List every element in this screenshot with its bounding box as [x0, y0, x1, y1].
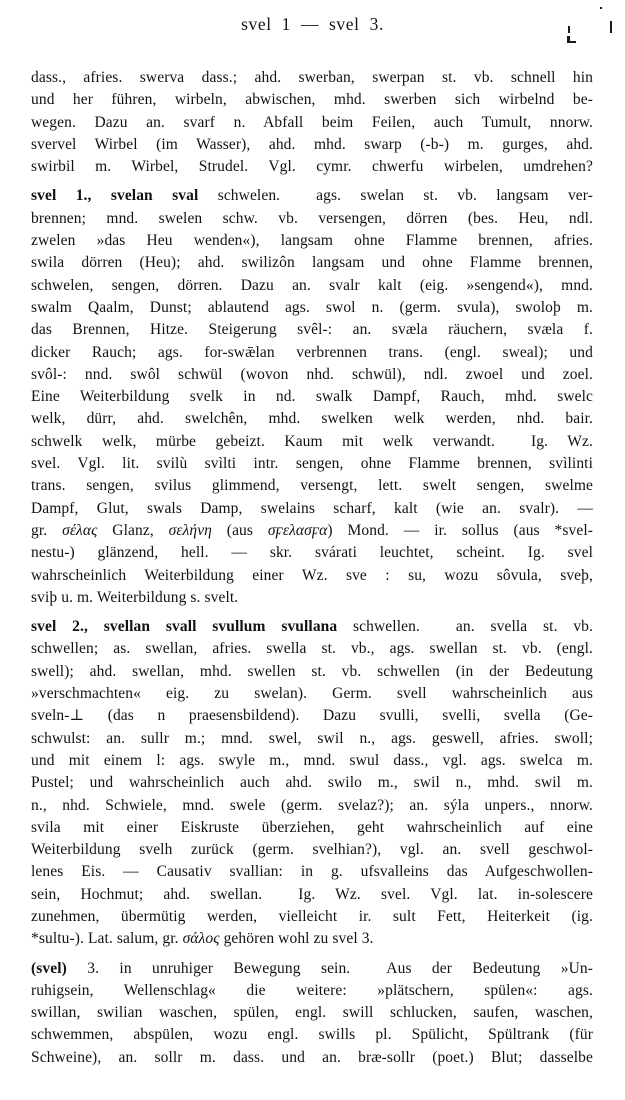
- text-segment: swalm Qaalm, Dunst; ablautend ags. swol n. (germ. svula), swoloþ m.: [31, 298, 593, 316]
- text-line: [31, 565, 593, 587]
- text-line: [31, 772, 593, 794]
- greek-term: σέλας: [62, 521, 98, 539]
- text-line: [31, 475, 593, 497]
- text-segment: wegen. Dazu an. svarf n. Abfall beim Feilen, auch Tumult, nnorw.: [31, 113, 593, 131]
- paragraph-svel-2: [31, 616, 593, 950]
- text-segment: sein, Hochmut; ahd. swellan.: [31, 885, 263, 903]
- text-line: [31, 252, 593, 274]
- text-segment: schwellen; as. swellan, afries. swella st. vb., ags. swellan st. vb. (engl.: [31, 640, 593, 658]
- text-segment: svila mit einer Eiskruste überziehen, geht wahrscheinlich auf eine: [31, 818, 593, 836]
- text-line: [31, 208, 593, 230]
- text-line: [31, 185, 593, 207]
- text-line: [31, 342, 593, 364]
- text-line: [31, 839, 593, 861]
- text-line: [31, 386, 593, 408]
- text-segment: Schweine), an. sollr m. dass. und an. bræ-sollr (poet.) Blut; dasselbe: [31, 1048, 593, 1066]
- text-line: [31, 958, 593, 980]
- text-segment: und her führen, wirbeln, abwischen, mhd. swerben sich wirbelnd be-: [31, 91, 593, 109]
- text-segment: (aus: [211, 521, 268, 539]
- text-segment: schwelen, sengen, dörren. Dazu an. svalr kalt (eig. »sengend«), mnd.: [31, 276, 593, 294]
- text-line: [31, 683, 593, 705]
- text-line: [31, 89, 593, 111]
- text-line: [31, 750, 593, 772]
- text-segment: swirbil m. Wirbel, Strudel. Vgl. cymr. chwerfu wirbelen, umdrehen?: [31, 158, 593, 176]
- paragraph-swerban-continuation: [31, 67, 593, 178]
- text-line: [31, 861, 593, 883]
- text-line: [31, 616, 593, 638]
- page-header: svel 1 — svel 3.: [241, 14, 384, 34]
- text-segment: und mit einem l: ags. swyle m., mnd. swul dass., vgl. ags. swelca m.: [31, 751, 593, 769]
- greek-term: σάλος: [182, 930, 220, 948]
- text-segment: schwellen.: [337, 618, 420, 636]
- text-line: [31, 705, 593, 727]
- text-segment: schwelk welk, mürbe gebeizt. Kaum mit welk verwandt.: [31, 432, 496, 450]
- headword: svel 1., svelan sval: [31, 187, 199, 205]
- greek-term: σελήνη: [168, 521, 212, 539]
- text-line: [31, 884, 593, 906]
- text-segment: swillan, swilian waschen, spülen, engl. swill schlucken, saufen, waschen,: [31, 1004, 593, 1022]
- text-segment: svel. Vgl. lit. svilù svìlti intr. sengen, ohne Flamme brennen, svìlinti: [31, 455, 593, 473]
- text-segment: gehören wohl zu svel 3.: [219, 930, 374, 948]
- text-line: [31, 906, 593, 928]
- text-segment: swila dörren (Heu); ahd. swilizôn langsam und ohne Flamme brennen,: [31, 254, 593, 272]
- text-line: [31, 67, 593, 89]
- greek-term: σϝελασϝα: [267, 521, 328, 539]
- text-segment: brennen; mnd. swelen schw. vb. versengen, dörren (bes. Heu, ndl.: [31, 209, 593, 227]
- text-line: [31, 408, 593, 430]
- text-segment: schwulst: an. sullr m.; mnd. swel, swil n., ags. geswell, afries. swoll;: [31, 729, 593, 747]
- scan-artifact-bar: [610, 21, 612, 33]
- headword: svel 2., svellan svall svullum svullana: [31, 618, 338, 636]
- scan-artifact-glyph: [567, 41, 576, 43]
- scan-artifact-glyph: [568, 26, 570, 33]
- text-line: [31, 520, 593, 542]
- text-segment: wahrscheinlich Weiterbildung einer Wz. sve : su, wozu sôvula, sveþ,: [31, 566, 593, 584]
- text-line: [31, 795, 593, 817]
- text-segment: svervel Wirbel (im Wasser), ahd. mhd. swarp (-b-) m. gurges, ahd.: [31, 135, 593, 153]
- text-segment: an. svella st. vb.: [455, 618, 593, 636]
- headword: (svel): [31, 959, 67, 977]
- text-line: [31, 1002, 593, 1024]
- text-segment: gr.: [31, 521, 63, 539]
- text-segment: trans. sengen, svilus glimmend, versengt, lett. swelt sengen, swelme: [31, 477, 593, 495]
- text-segment: zwelen »das Heu wenden«), langsam ohne Flamme brennen, afries.: [31, 232, 593, 250]
- text-line: [31, 453, 593, 475]
- text-line: [31, 1047, 593, 1069]
- text-line: [31, 587, 593, 609]
- text-line: [31, 230, 593, 252]
- text-segment: n., nhd. Schwiele, mnd. swele (germ. svelaz?); an. sýla unpers., nnorw.: [31, 796, 593, 814]
- text-segment: ) Mond. — ir. sollus (aus *svel-: [327, 521, 593, 539]
- text-line: [31, 275, 593, 297]
- text-segment: dass., afries. swerva dass.; ahd. swerban, swerpan st. vb. schnell hin: [31, 69, 593, 86]
- text-segment: Weiterbildung svelh zurück (germ. svelhian?), vgl. an. svell geschwol-: [31, 841, 593, 859]
- text-line: [31, 297, 593, 319]
- text-line: [31, 928, 593, 950]
- text-segment: ags. swelan st. vb. langsam ver-: [316, 187, 593, 205]
- text-segment: sveln-⊥ (das n praesensbildend). Dazu svulli, svelli, svella (Ge-: [31, 707, 593, 725]
- text-segment: zunehmen, übermütig werden, vielleicht ir. sult Fett, Heiterkeit (ig.: [31, 907, 593, 925]
- text-line: [31, 542, 593, 564]
- text-line: [31, 156, 593, 178]
- text-segment: Ig. Wz.: [531, 432, 593, 450]
- text-segment: dicker Rauch; ags. for-swǣlan verbrennen trans. (engl. sweal); und: [31, 343, 593, 361]
- text-segment: welk, dürr, ahd. swelchên, mhd. swelken welk werden, nhd. bair.: [31, 410, 593, 428]
- text-segment: sviþ u. m. Weiterbildung s. svelt.: [31, 588, 239, 606]
- text-segment: »verschmachten« eig. zu swelan). Germ. svell wahrscheinlich aus: [31, 685, 593, 703]
- text-line: [31, 728, 593, 750]
- scan-artifact-dot: [600, 7, 602, 9]
- body-text: [31, 67, 593, 1069]
- paragraph-svel-3: [31, 958, 593, 1069]
- text-line: [31, 638, 593, 660]
- text-segment: 3. in unruhiger Bewegung sein.: [66, 959, 351, 977]
- text-segment: Pustel; und wahrscheinlich auch ahd. swilo m., swil n., mhd. swil m.: [31, 774, 593, 792]
- text-segment: schwemmen, abspülen, wozu engl. swills pl. Spülicht, Spültrank (für: [31, 1026, 593, 1044]
- text-line: [31, 431, 593, 453]
- text-segment: lenes Eis. — Causativ svallian: in g. ufsvalleins das Aufgeschwollen-: [31, 863, 593, 881]
- text-segment: *sultu-). Lat. salum, gr.: [31, 930, 183, 948]
- text-line: [31, 661, 593, 683]
- text-segment: schwelen.: [198, 187, 281, 205]
- text-line: [31, 319, 593, 341]
- text-segment: Glanz,: [97, 521, 169, 539]
- text-line: [31, 980, 593, 1002]
- text-line: [31, 364, 593, 386]
- text-line: [31, 134, 593, 156]
- text-segment: svôl-: nnd. swôl schwül (wovon nhd. schwül), ndl. zwoel und zoel.: [31, 365, 593, 383]
- text-segment: Eine Weiterbildung svelk in nd. swalk Dampf, Rauch, mhd. swelc: [31, 388, 593, 406]
- text-segment: nestu-) glänzend, hell. — skr. svárati leuchtet, scheint. Ig. svel: [31, 544, 593, 562]
- text-segment: ruhigsein, Wellenschlag« die weitere: »plätschern, spülen«: ags.: [31, 981, 593, 999]
- text-segment: swell); ahd. swellan, mhd. swellen st. vb. schwellen (in der Bedeutung: [31, 662, 593, 680]
- text-line: [31, 817, 593, 839]
- text-segment: Aus der Bedeutung »Un-: [386, 959, 593, 977]
- text-segment: Ig. Wz. svel. Vgl. lat. in-solescere: [298, 885, 593, 903]
- text-line: [31, 112, 593, 134]
- text-line: [31, 1024, 593, 1046]
- text-segment: Dampf, Glut, swals Damp, swelains scharf, kalt (wie an. svalr). —: [31, 499, 593, 517]
- text-line: [31, 498, 593, 520]
- paragraph-svel-1: [31, 185, 593, 609]
- text-segment: das Brennen, Hitze. Steigerung svêl-: an. svæla räuchern, svæla f.: [31, 321, 593, 339]
